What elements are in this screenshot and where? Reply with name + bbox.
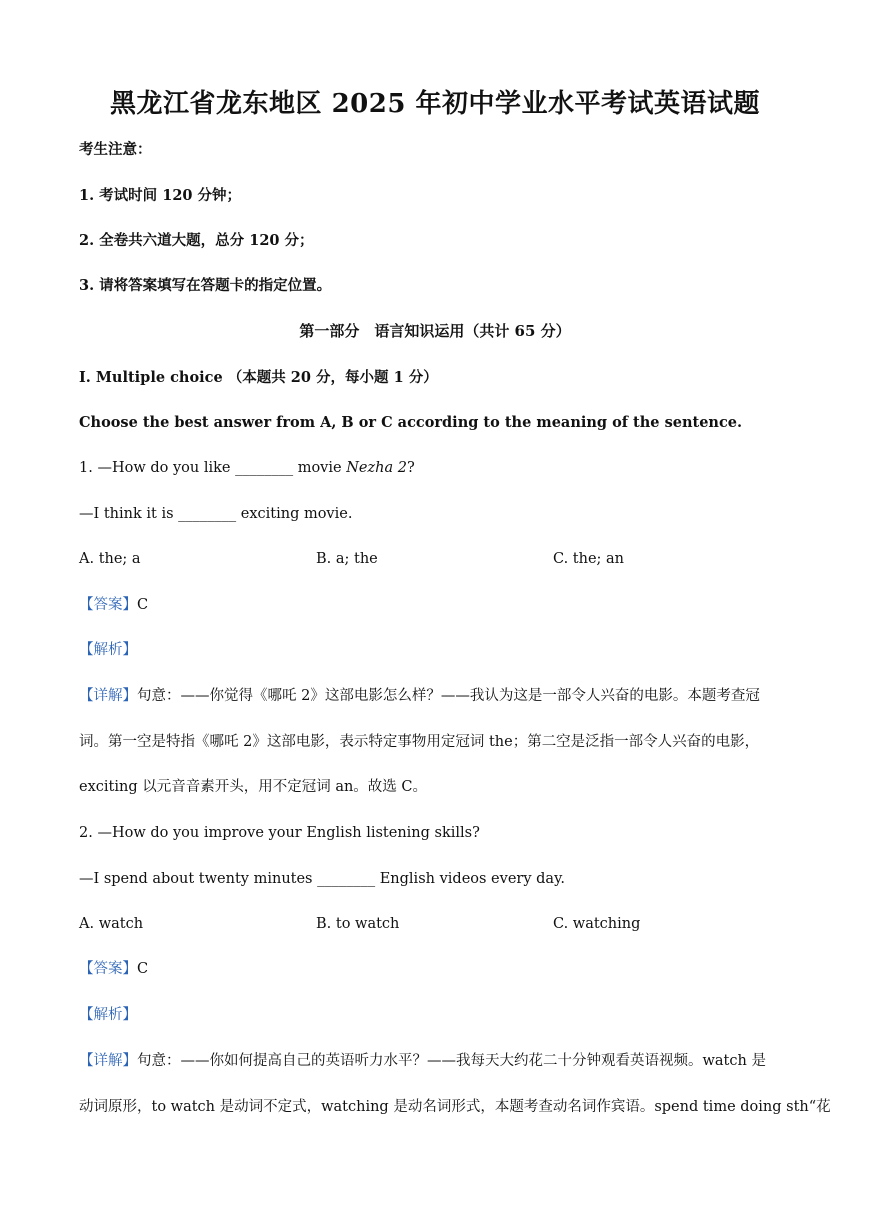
question-1-movie-title: Nezha 2: [346, 460, 407, 476]
question-2-option-c: C. watching: [553, 916, 641, 932]
notice-item-1: 1. 考试时间 120 分钟；: [79, 187, 242, 204]
question-1-analysis-label: 【解析】: [79, 642, 137, 658]
question-2-option-a: A. watch: [79, 916, 144, 932]
question-2-option-b: B. to watch: [316, 916, 400, 932]
question-1-suffix: ?: [406, 460, 415, 476]
question-2-analysis-label: 【解析】: [79, 1007, 137, 1023]
question-1-prompt: [79, 458, 415, 478]
detail-label: 【详解】: [79, 1053, 137, 1069]
question-1-answer-value: C: [137, 597, 149, 613]
question-1-detail-line-1: [79, 686, 760, 706]
detail-label: 【详解】: [79, 688, 137, 704]
question-1-detail-line-3: exciting 以元音音素开头，用不定冠词 an。故选 C。: [79, 779, 428, 795]
question-1-option-a: A. the; a: [79, 551, 141, 567]
question-2-detail-text-1: 句意：——你如何提高自己的英语听力水平？——我每天大约花二十分钟观看英语视频。watch 是: [137, 1053, 766, 1069]
notice-item-3: 3. 请将答案填写在答题卡的指定位置。: [79, 277, 332, 294]
question-1-answer: [79, 595, 148, 615]
question-1-option-b: B. a; the: [316, 551, 378, 567]
question-2-detail-line-1: [79, 1051, 766, 1071]
notice-item-2: 2. 全卷共六道大题，总分 120 分；: [79, 232, 314, 249]
question-1-detail-text-1: 句意：——你觉得《哪吒 2》这部电影怎么样？——我认为这是一部令人兴奋的电影。本题考查冠: [137, 688, 760, 704]
question-1-option-c: C. the; an: [553, 551, 625, 567]
exam-title: 黑龙江省龙东地区 2025 年初中学业水平考试英语试题: [110, 89, 760, 119]
answer-label: 【答案】: [79, 961, 137, 977]
section-instruction: Choose the best answer from A, B or C according to the meaning of the sentence.: [79, 414, 743, 431]
question-2-detail-line-2: 动词原形，to watch 是动词不定式，watching 是动名词形式，本题考查动名词作宾语。spend time doing sth“花: [79, 1099, 831, 1115]
notice-heading: 考生注意：: [79, 141, 152, 158]
question-2-answer: [79, 959, 148, 979]
answer-label: 【答案】: [79, 597, 137, 613]
question-1-detail-line-2: 词。第一空是特指《哪吒 2》这部电影，表示特定事物用定冠词 the；第二空是泛指一部令人兴奋的电影，: [79, 734, 760, 750]
section-title: I. Multiple choice （本题共 20 分，每小题 1 分）: [79, 369, 438, 386]
question-2-prompt: 2. —How do you improve your English listening skills?: [79, 825, 480, 841]
part-heading: 第一部分 语言知识运用（共计 65 分）: [299, 322, 571, 340]
question-2-answer-value: C: [137, 961, 149, 977]
question-2-reply: —I spend about twenty minutes ________ English videos every day.: [79, 871, 565, 887]
question-1-text: 1. —How do you like ________ movie: [79, 460, 347, 476]
question-1-reply: —I think it is ________ exciting movie.: [79, 506, 353, 522]
